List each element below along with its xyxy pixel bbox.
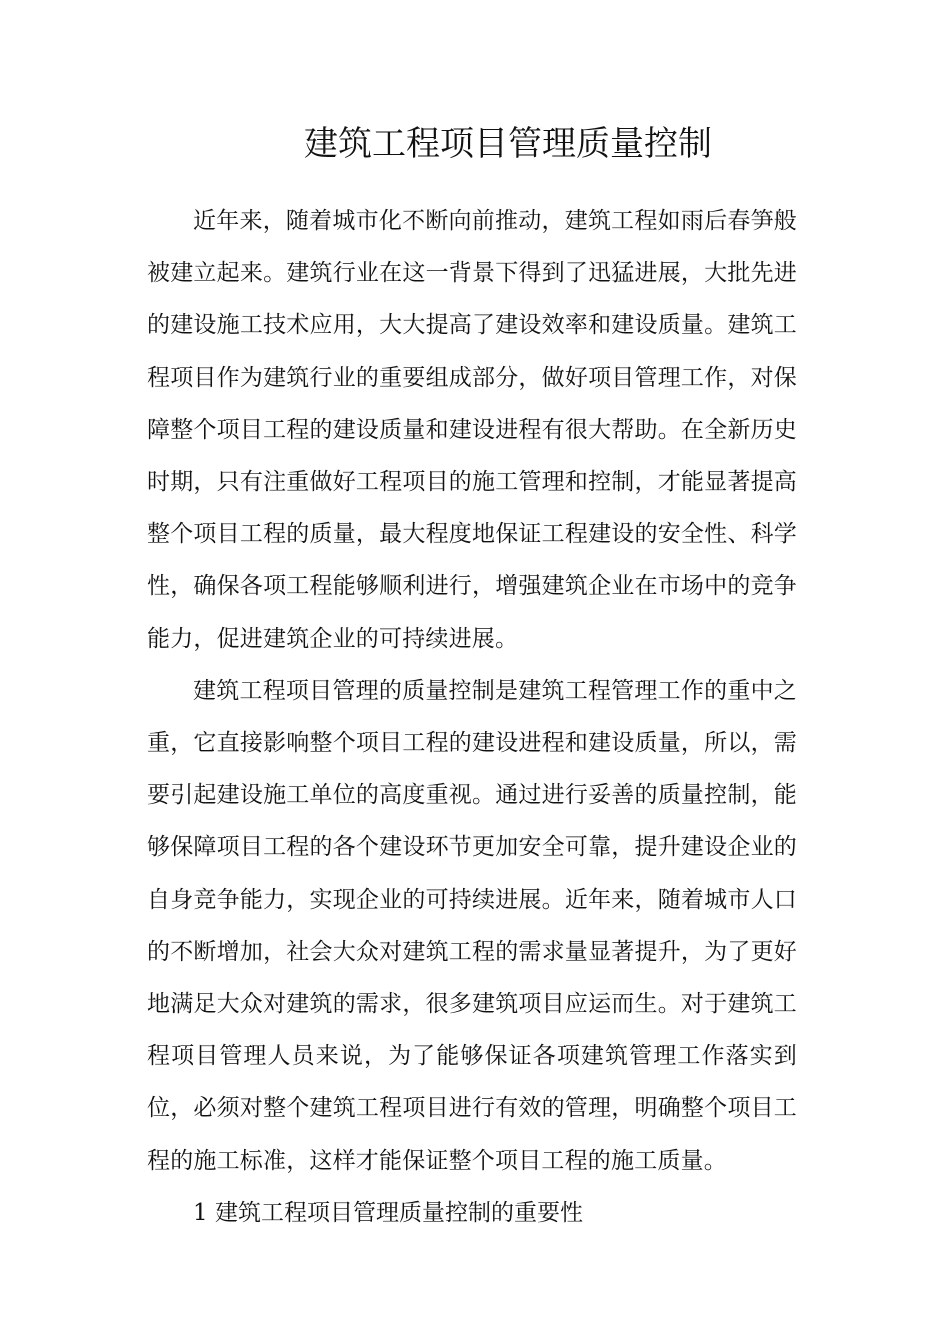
paragraph-intro: 近年来，随着城市化不断向前推动，建筑工程如雨后春笋般被建立起来。建筑行业在这一背景下得到了迅猛进展，大批先进的建设施工技术应用，大大提高了建设效率和建设质量。建筑工程项目作为建筑行业的重要组成部分，做好项目管理工作，对保障整个项目工程的建设质量和建设进程有很大帮助。在全新历史时期，只有注重做好工程项目的施工管理和控制，才能显著提高整个项目工程的质量，最大程度地保证工程建设的安全性、科学性，确保各项工程能够顺利进行，增强建筑企业在市场中的竞争能力，促进建筑企业的可持续进展。 xyxy=(147,208,797,652)
paragraph-quality-control: 建筑工程项目管理的质量控制是建筑工程管理工作的重中之重，它直接影响整个项目工程的建设进程和建设质量，所以，需要引起建设施工单位的高度重视。通过进行妥善的质量控制，能够保障项目工程的各个建设环节更加安全可靠，提升建设企业的自身竞争能力，实现企业的可持续进展。近年来，随着城市人口的不断增加，社会大众对建筑工程的需求量显著提升，为了更好地满足大众对建筑的需求，很多建筑项目应运而生。对于建筑工程项目管理人员来说，为了能够保证各项建筑管理工作落实到位，必须对整个建筑工程项目进行有效的管理，明确整个项目工程的施工标准，这样才能保证整个项目工程的施工质量。 xyxy=(147,677,797,1174)
section-heading: 1 建筑工程项目管理质量控制的重要性 xyxy=(193,1199,583,1226)
document-title: 建筑工程项目管理质量控制 xyxy=(304,124,712,164)
document-body xyxy=(147,195,797,1239)
